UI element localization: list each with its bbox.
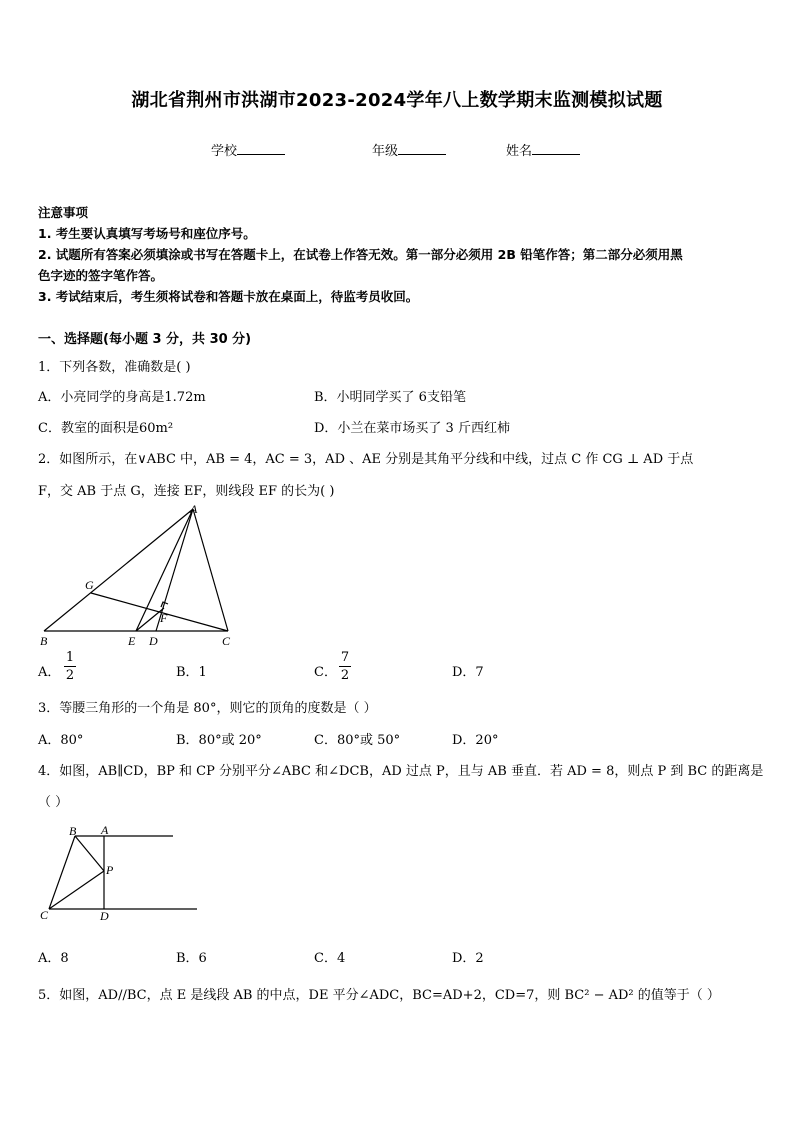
label-a: A	[101, 823, 109, 837]
q1-option-d: D．小兰在菜市场买了 3 斤西红柿	[314, 421, 510, 436]
q1-option-c: C．教室的面积是60m²	[38, 421, 174, 436]
school-field	[211, 140, 285, 159]
name-blank	[532, 142, 580, 155]
q4-option-c: C．4	[314, 951, 346, 966]
label-g: G	[85, 578, 94, 592]
label-d: D	[149, 634, 158, 648]
q2-option-d: D．7	[452, 665, 484, 680]
q4-option-b: B．6	[176, 951, 207, 966]
label-f: F	[160, 611, 168, 625]
notice-item-1: 1. 考生要认真填写考场号和座位序号。	[38, 226, 256, 241]
segment-ba	[44, 509, 193, 631]
q3-stem: 3．等腰三角形的一个角是 80°，则它的顶角的度数是（ ）	[38, 701, 377, 716]
q2-a-denominator: 2	[65, 668, 75, 683]
q3-option-c: C．80°或 50°	[314, 733, 401, 748]
q3-option-b: B．80°或 20°	[176, 733, 262, 748]
page-title: 湖北省荆州市洪湖市2023-2024学年八上数学期末监测模拟试题	[131, 90, 663, 111]
q2-option-a-fraction	[64, 651, 76, 682]
grade-field	[372, 140, 446, 159]
q2-option-a-label: A．	[38, 665, 61, 680]
q2-option-b: B．1	[176, 665, 207, 680]
notice-item-2-cont: 色字迹的签字笔作答。	[38, 268, 164, 283]
label-b: B	[69, 824, 77, 838]
q2-figure	[30, 500, 270, 650]
q5-stem: 5．如图，AD//BC，点 E 是线段 AB 的中点，DE 平分∠ADC，BC=AD+2，CD=7，则 BC² − AD² 的值等于（ ）	[38, 988, 720, 1003]
segment-cp	[49, 871, 104, 909]
segment-bc	[49, 836, 75, 909]
q2-c-denominator: 2	[340, 668, 350, 683]
q3-option-d: D．20°	[452, 733, 499, 748]
q2-c-numerator: 7	[340, 650, 350, 665]
label-c: C	[222, 634, 231, 648]
fraction-bar	[64, 666, 76, 667]
notice-item-3: 3. 考试结束后，考生须将试卷和答题卡放在桌面上，待监考员收回。	[38, 289, 419, 304]
q3-option-a: A．80°	[38, 733, 84, 748]
q4-stem-line1: 4．如图，AB∥CD，BP 和 CP 分别平分∠ABC 和∠DCB，AD 过点 P，且与 AB 垂直．若 AD = 8，则点 P 到 BC 的距离是	[38, 764, 764, 779]
q4-figure	[35, 820, 205, 925]
notice-item-2: 2. 试题所有答案必须填涂或书写在答题卡上，在试卷上作答无效。第一部分必须用 2B 铅笔作答；第二部分必须用黑	[38, 247, 683, 262]
section-heading: 一、选择题(每小题 3 分，共 30 分)	[38, 332, 252, 347]
label-a: A	[190, 502, 198, 516]
school-label: 学校	[211, 144, 238, 159]
q1-stem: 1．下列各数，准确数是( )	[38, 360, 191, 375]
label-d: D	[100, 909, 109, 923]
label-e: E	[128, 634, 136, 648]
q4-option-a: A．8	[38, 951, 69, 966]
q1-option-b: B．小明同学买了 6支铅笔	[314, 390, 466, 405]
grade-blank	[398, 142, 446, 155]
q2-stem-line2: F，交 AB 于点 G，连接 EF，则线段 EF 的长为( )	[38, 484, 335, 499]
q4-stem-line2: （ ）	[38, 795, 69, 810]
q1-option-a: A．小亮同学的身高是1.72m	[38, 390, 206, 405]
notice-heading: 注意事项	[38, 205, 89, 220]
label-c: C	[40, 908, 49, 922]
q4-option-d: D．2	[452, 951, 484, 966]
school-blank	[237, 142, 285, 155]
segment-ac	[193, 509, 228, 631]
label-b: B	[40, 634, 48, 648]
grade-label: 年级	[372, 144, 399, 159]
label-p: P	[106, 863, 114, 877]
segment-bp	[75, 836, 104, 871]
q2-stem-line1: 2．如图所示，在∨ABC 中，AB = 4，AC = 3，AD 、AE 分别是其角平分线和中线，过点 C 作 CG ⊥ AD 于点	[38, 452, 694, 467]
q2-option-c-fraction	[339, 651, 351, 682]
q2-option-c-label: C．	[314, 665, 337, 680]
name-label: 姓名	[506, 144, 533, 159]
q2-a-numerator: 1	[65, 650, 75, 665]
name-field	[506, 140, 580, 159]
fraction-bar	[339, 666, 351, 667]
